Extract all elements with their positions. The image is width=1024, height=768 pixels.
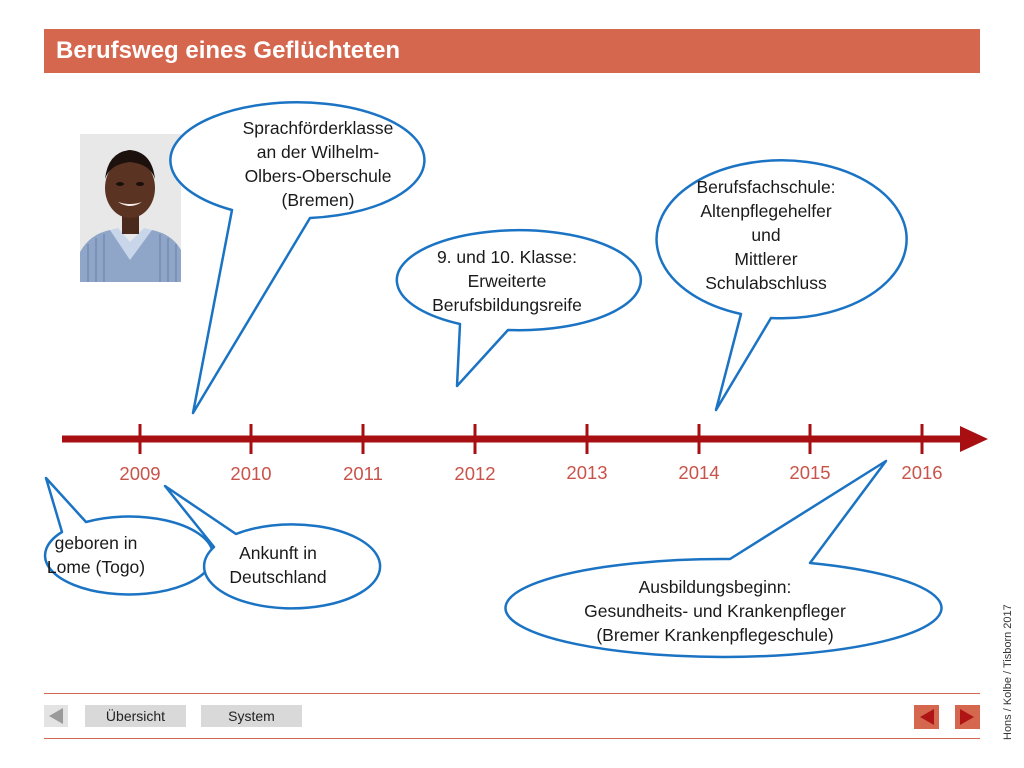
text-klasse-9-10: 9. und 10. Klasse: Erweiterte Berufsbildungsreife (432, 247, 582, 315)
year-label-2016: 2016 (901, 462, 943, 483)
text-sprachfoerderklasse: Sprachförderklasse an der Wilhelm- Olbers-Oberschule (Bremen) (242, 118, 394, 210)
page-title: Berufsweg eines Geflüchteten (56, 37, 401, 64)
year-label-2010: 2010 (230, 463, 272, 484)
text-geboren: geboren in Lome (Togo) (46, 533, 146, 577)
text-ausbildung: Ausbildungsbeginn: Gesundheits- und Krankenpfleger (Bremer Krankenpflegeschule) (584, 577, 846, 645)
footer-divider-top (44, 693, 980, 694)
year-label-2009: 2009 (119, 463, 161, 484)
year-label-2014: 2014 (678, 462, 720, 483)
timeline-arrowhead (960, 426, 988, 452)
year-label-2011: 2011 (343, 463, 383, 484)
previous-slide-button[interactable] (914, 705, 939, 729)
system-button[interactable]: System (201, 705, 302, 727)
timeline (62, 424, 988, 454)
back-arrow-icon[interactable] (44, 705, 68, 727)
author-credit: Hons / Kolbe / Tisborn 2017 (1002, 604, 1014, 740)
next-slide-button[interactable] (955, 705, 980, 729)
overview-button[interactable]: Übersicht (85, 705, 186, 727)
text-berufsfachschule: Berufsfachschule: Altenpflegehelfer und Mittlerer Schulabschluss (696, 177, 836, 293)
footer-divider-bottom (44, 738, 980, 739)
text-ankunft: Ankunft in Deutschland (229, 543, 327, 587)
year-label-2013: 2013 (566, 462, 608, 483)
year-label-2012: 2012 (454, 463, 496, 484)
year-label-2015: 2015 (789, 462, 831, 483)
